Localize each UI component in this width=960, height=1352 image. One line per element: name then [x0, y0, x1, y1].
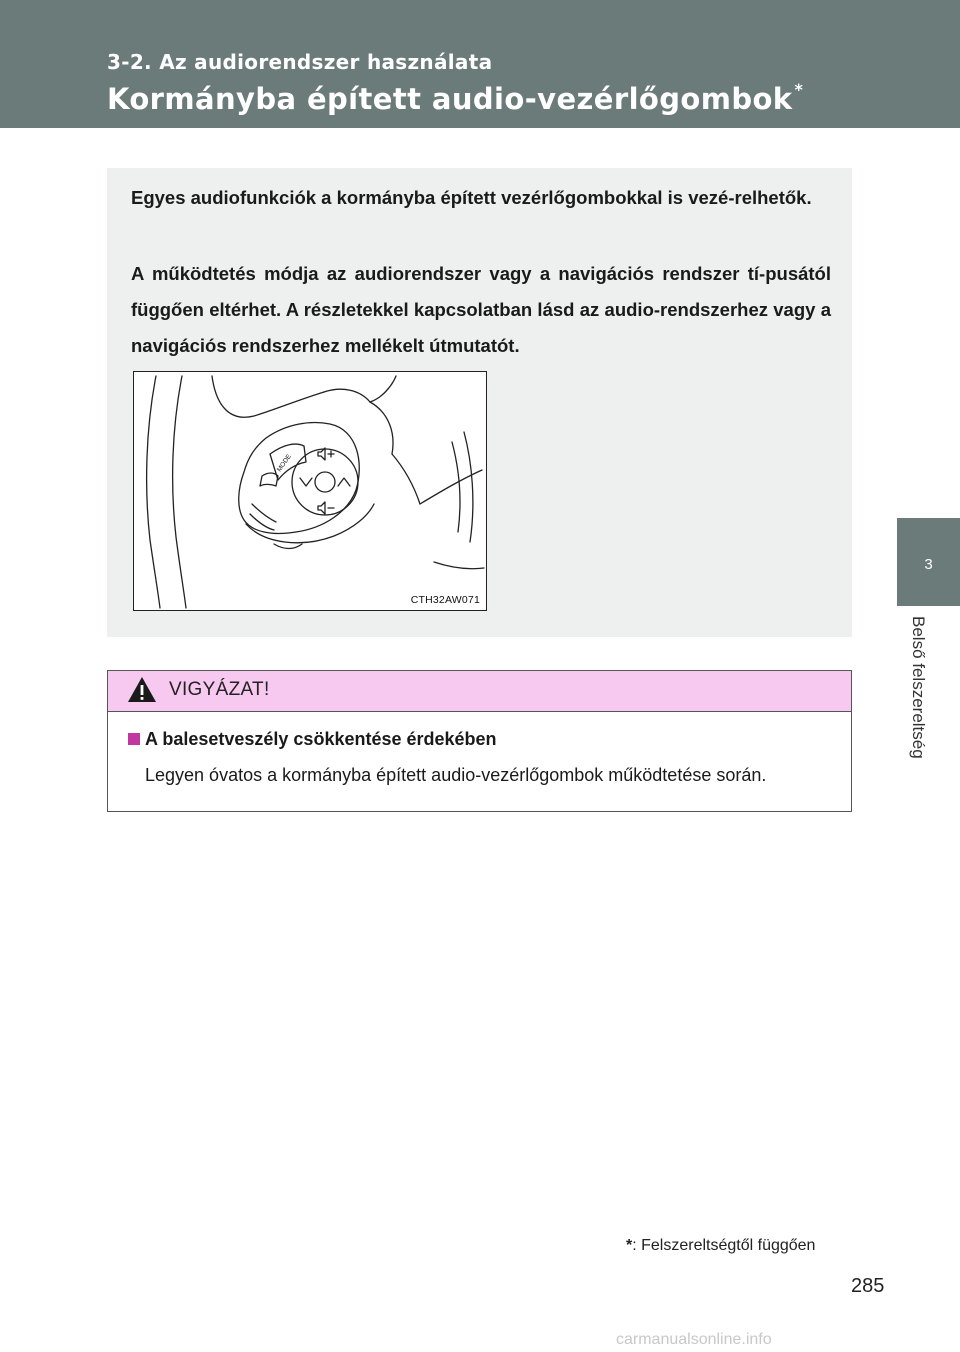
page-number: 285: [851, 1275, 885, 1297]
asterisk-mark: *: [794, 80, 804, 99]
section-subtitle: 3-2. Az audiorendszer használata: [107, 50, 493, 74]
steering-wheel-illustration: [133, 371, 487, 611]
warning-label: VIGYÁZAT!: [169, 679, 270, 700]
figure-code: CTH32AW071: [410, 594, 480, 606]
warning-body: Legyen óvatos a kormányba épített audio-vezérlőgombok működtetése során.: [145, 765, 767, 785]
chapter-tab[interactable]: [897, 518, 960, 606]
mode-label: MODE: [275, 453, 293, 474]
intro-paragraph-2: A működtetés módja az audiorendszer vagy a navigációs rendszer tí-pusától függően eltérhet. A részletekkel kapcsolatban lásd az audio-rendszerhez vagy a navigációs rendszerhez mellékelt útmutatót.: [131, 263, 831, 356]
page-header: [0, 0, 960, 128]
warning-triangle-icon: [126, 675, 158, 705]
square-bullet-icon: [128, 733, 140, 745]
warning-subheading: A balesetveszély csökkentése érdekében: [145, 729, 497, 749]
footnote-mark: *: [626, 1237, 633, 1254]
page-title-text: Kormányba épített audio-vezérlőgombok: [107, 82, 793, 116]
intro-paragraph-1: Egyes audiofunkciók a kormányba épített vezérlőgombokkal is vezé-relhetők.: [131, 187, 812, 208]
page-title: [107, 80, 803, 116]
warning-header: [108, 671, 851, 712]
chapter-number: 3: [924, 556, 933, 573]
footnote-text: : Felszereltségtől függően: [632, 1237, 816, 1254]
chapter-label: Belső felszereltség: [909, 616, 928, 759]
intro-box: [107, 168, 852, 637]
watermark: carmanualsonline.info: [616, 1331, 772, 1348]
warning-box: [107, 670, 852, 812]
footnote: [626, 1237, 815, 1255]
steering-wheel-icon: [134, 372, 486, 610]
